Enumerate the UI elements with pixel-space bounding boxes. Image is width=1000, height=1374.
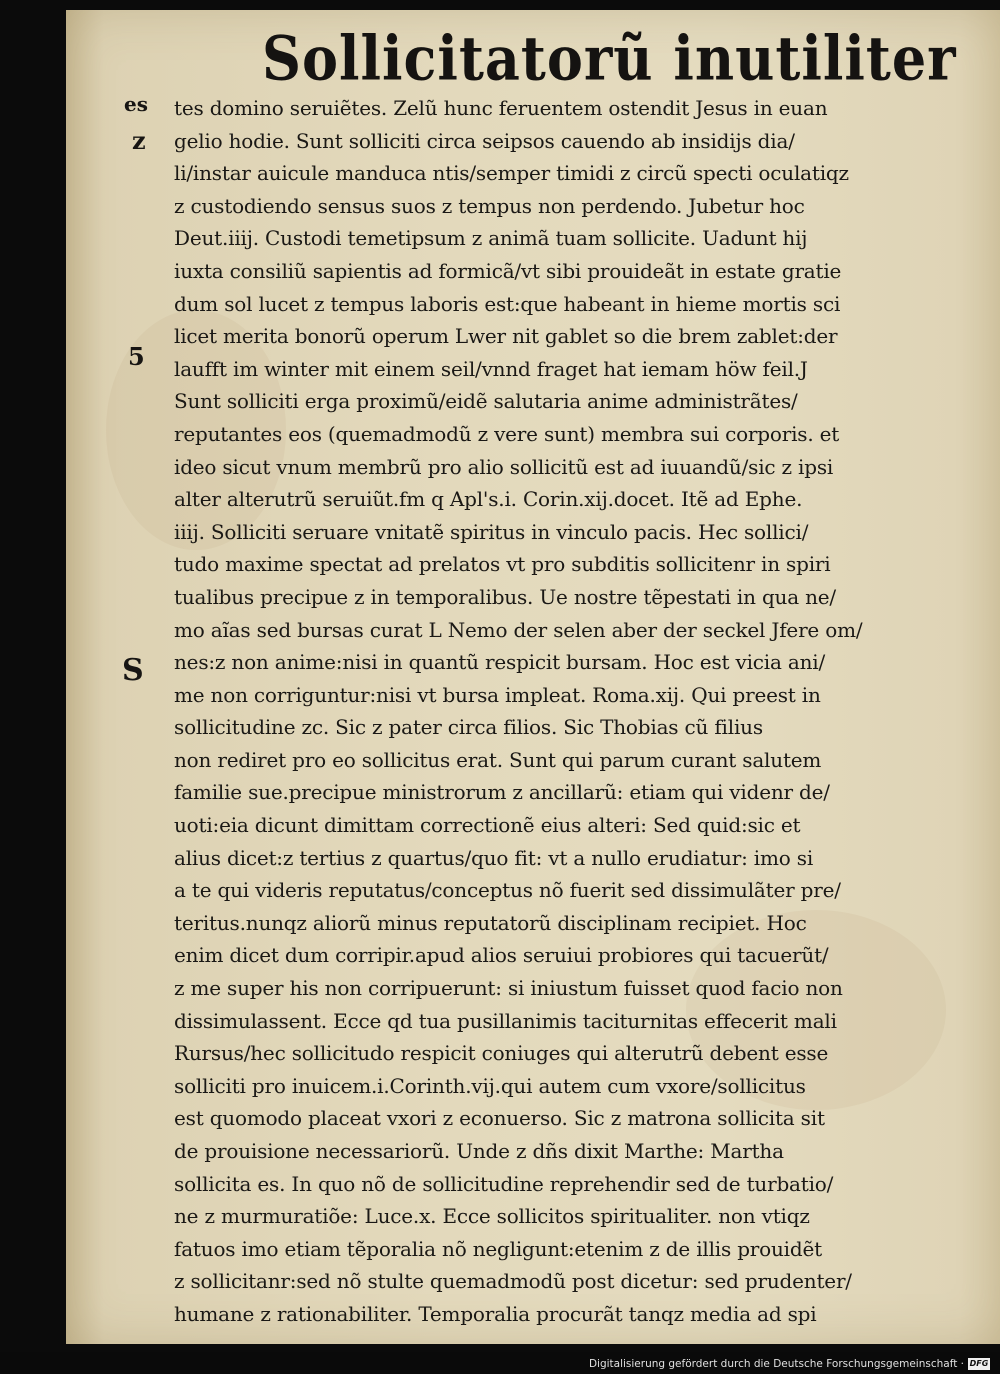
text-line: ideo sicut vnum membrũ pro alio sollicitũ est ad iuuandũ/sic z ipsi bbox=[174, 454, 834, 479]
text-line: z sollicitanr:sed nõ stulte quemadmodũ post dicetur: sed prudenter/ bbox=[174, 1269, 852, 1294]
text-line: familie sue.precipue ministrorum z ancillarũ: etiam qui videnr de/ bbox=[174, 780, 830, 805]
text-line: dum sol lucet z tempus laboris est:que habeant in hieme mortis sci bbox=[174, 291, 841, 316]
text-line: nes:z non anime:nisi in quantũ respicit bursam. Hoc est vicia ani/ bbox=[174, 650, 826, 675]
text-line: iiij. Solliciti seruare vnitatẽ spiritus in vinculo pacis. Hec sollici/ bbox=[174, 519, 809, 544]
text-line: Rursus/hec sollicitudo respicit coniuges qui alterutrũ debent esse bbox=[174, 1041, 829, 1066]
text-line: enim dicet dum corripir.apud alios seruiui probiores qui tacuerũt/ bbox=[174, 943, 829, 968]
text-line: alter alterutrũ seruiũt.fm q Apl's.i. Corin.xij.docet. Itẽ ad Ephe. bbox=[174, 487, 803, 512]
text-line: tes domino seruiẽtes. Zelũ hunc feruentem ostendit Jesus in euan bbox=[174, 96, 828, 120]
text-line: de prouisione necessariorũ. Unde z dñs dixit Marthe: Martha bbox=[174, 1139, 784, 1163]
text-line: ne z murmuratiõe: Luce.x. Ecce sollicitos spiritualiter. non vtiqz bbox=[174, 1204, 810, 1229]
text-line: z custodiendo sensus suos z tempus non perdendo. Jubetur hoc bbox=[174, 193, 805, 218]
text-line: tualibus precipue z in temporalibus. Ue nostre tẽpestati in qua ne/ bbox=[174, 584, 836, 609]
text-line: solliciti pro inuicem.i.Corinth.vij.qui autem cum vxore/sollicitus bbox=[174, 1073, 806, 1098]
text-line: li/instar auicule manduca ntis/semper timidi z circũ specti oculatiqz bbox=[174, 161, 849, 186]
text-line: teritus.nunqz aliorũ minus reputatorũ disciplinam recipiet. Hoc bbox=[174, 910, 807, 935]
text-line: sollicita es. In quo nõ de sollicitudine reprehendir sed de turbatio/ bbox=[174, 1171, 834, 1196]
page-header-title: Sollicitatorũ inutiliter bbox=[262, 22, 957, 95]
text-line: uoti:eia dicunt dimittam correctionẽ eius alteri: Sed quid:sic et bbox=[174, 813, 801, 838]
text-line: sollicitudine zc. Sic z pater circa filios. Sic Thobias cũ filius bbox=[174, 715, 763, 740]
text-line: fatuos imo etiam tẽporalia nõ negligunt:etenim z de illis prouidẽt bbox=[174, 1236, 822, 1261]
text-line: me non corriguntur:nisi vt bursa impleat. Roma.xij. Qui preest in bbox=[174, 682, 821, 707]
text-line: z me super his non corripuerunt: si iniustum fuisset quod facio non bbox=[174, 976, 843, 1001]
margin-note: S bbox=[122, 653, 144, 688]
text-line: alius dicet:z tertius z quartus/quo fit: vt a nullo erudiatur: imo si bbox=[174, 845, 814, 870]
text-line: mo aĩas sed bursas curat L Nemo der selen aber der seckel Jfere om/ bbox=[174, 617, 863, 642]
text-line: laufft im winter mit einem seil/vnnd fraget hat iemam höw feil.J bbox=[174, 356, 808, 381]
text-line: humane z rationabiliter. Temporalia procurãt tanqz media ad spi bbox=[174, 1301, 817, 1326]
text-line: licet merita bonorũ operum Lwer nit gablet so die brem zablet:der bbox=[174, 324, 838, 349]
text-line: non rediret pro eo sollicitus erat. Sunt qui parum curant salutem bbox=[174, 747, 822, 772]
text-line: Sunt solliciti erga proximũ/eidẽ salutaria anime administrãtes/ bbox=[174, 389, 798, 414]
margin-note: es bbox=[124, 92, 148, 116]
text-line: reputantes eos (quemadmodũ z vere sunt) membra sui corporis. et bbox=[174, 421, 840, 446]
dfg-logo: DFG bbox=[969, 1359, 989, 1368]
margin-note: 5 bbox=[128, 342, 145, 371]
footer-credit: Digitalisierung gefördert durch die Deutsche Forschungsgemeinschaft · bbox=[588, 1358, 964, 1370]
body-text bbox=[174, 92, 896, 1331]
text-line: dissimulassent. Ecce qd tua pusillanimis taciturnitas effecerit mali bbox=[174, 1008, 837, 1033]
text-line: Deut.iiij. Custodi temetipsum z animã tuam sollicite. Uadunt hij bbox=[174, 226, 808, 251]
text-line: iuxta consiliũ sapientis ad formicã/vt sibi prouideãt in estate gratie bbox=[174, 258, 842, 283]
text-line: tudo maxime spectat ad prelatos vt pro subditis sollicitenr in spiri bbox=[174, 552, 831, 577]
text-line: est quomodo placeat vxori z econuerso. Sic z matrona sollicita sit bbox=[174, 1106, 825, 1131]
text-line: gelio hodie. Sunt solliciti circa seipsos cauendo ab insidijs dia/ bbox=[174, 128, 795, 153]
margin-note: z bbox=[132, 126, 146, 155]
text-line: a te qui videris reputatus/conceptus nõ fuerit sed dissimulãter pre/ bbox=[174, 878, 841, 903]
